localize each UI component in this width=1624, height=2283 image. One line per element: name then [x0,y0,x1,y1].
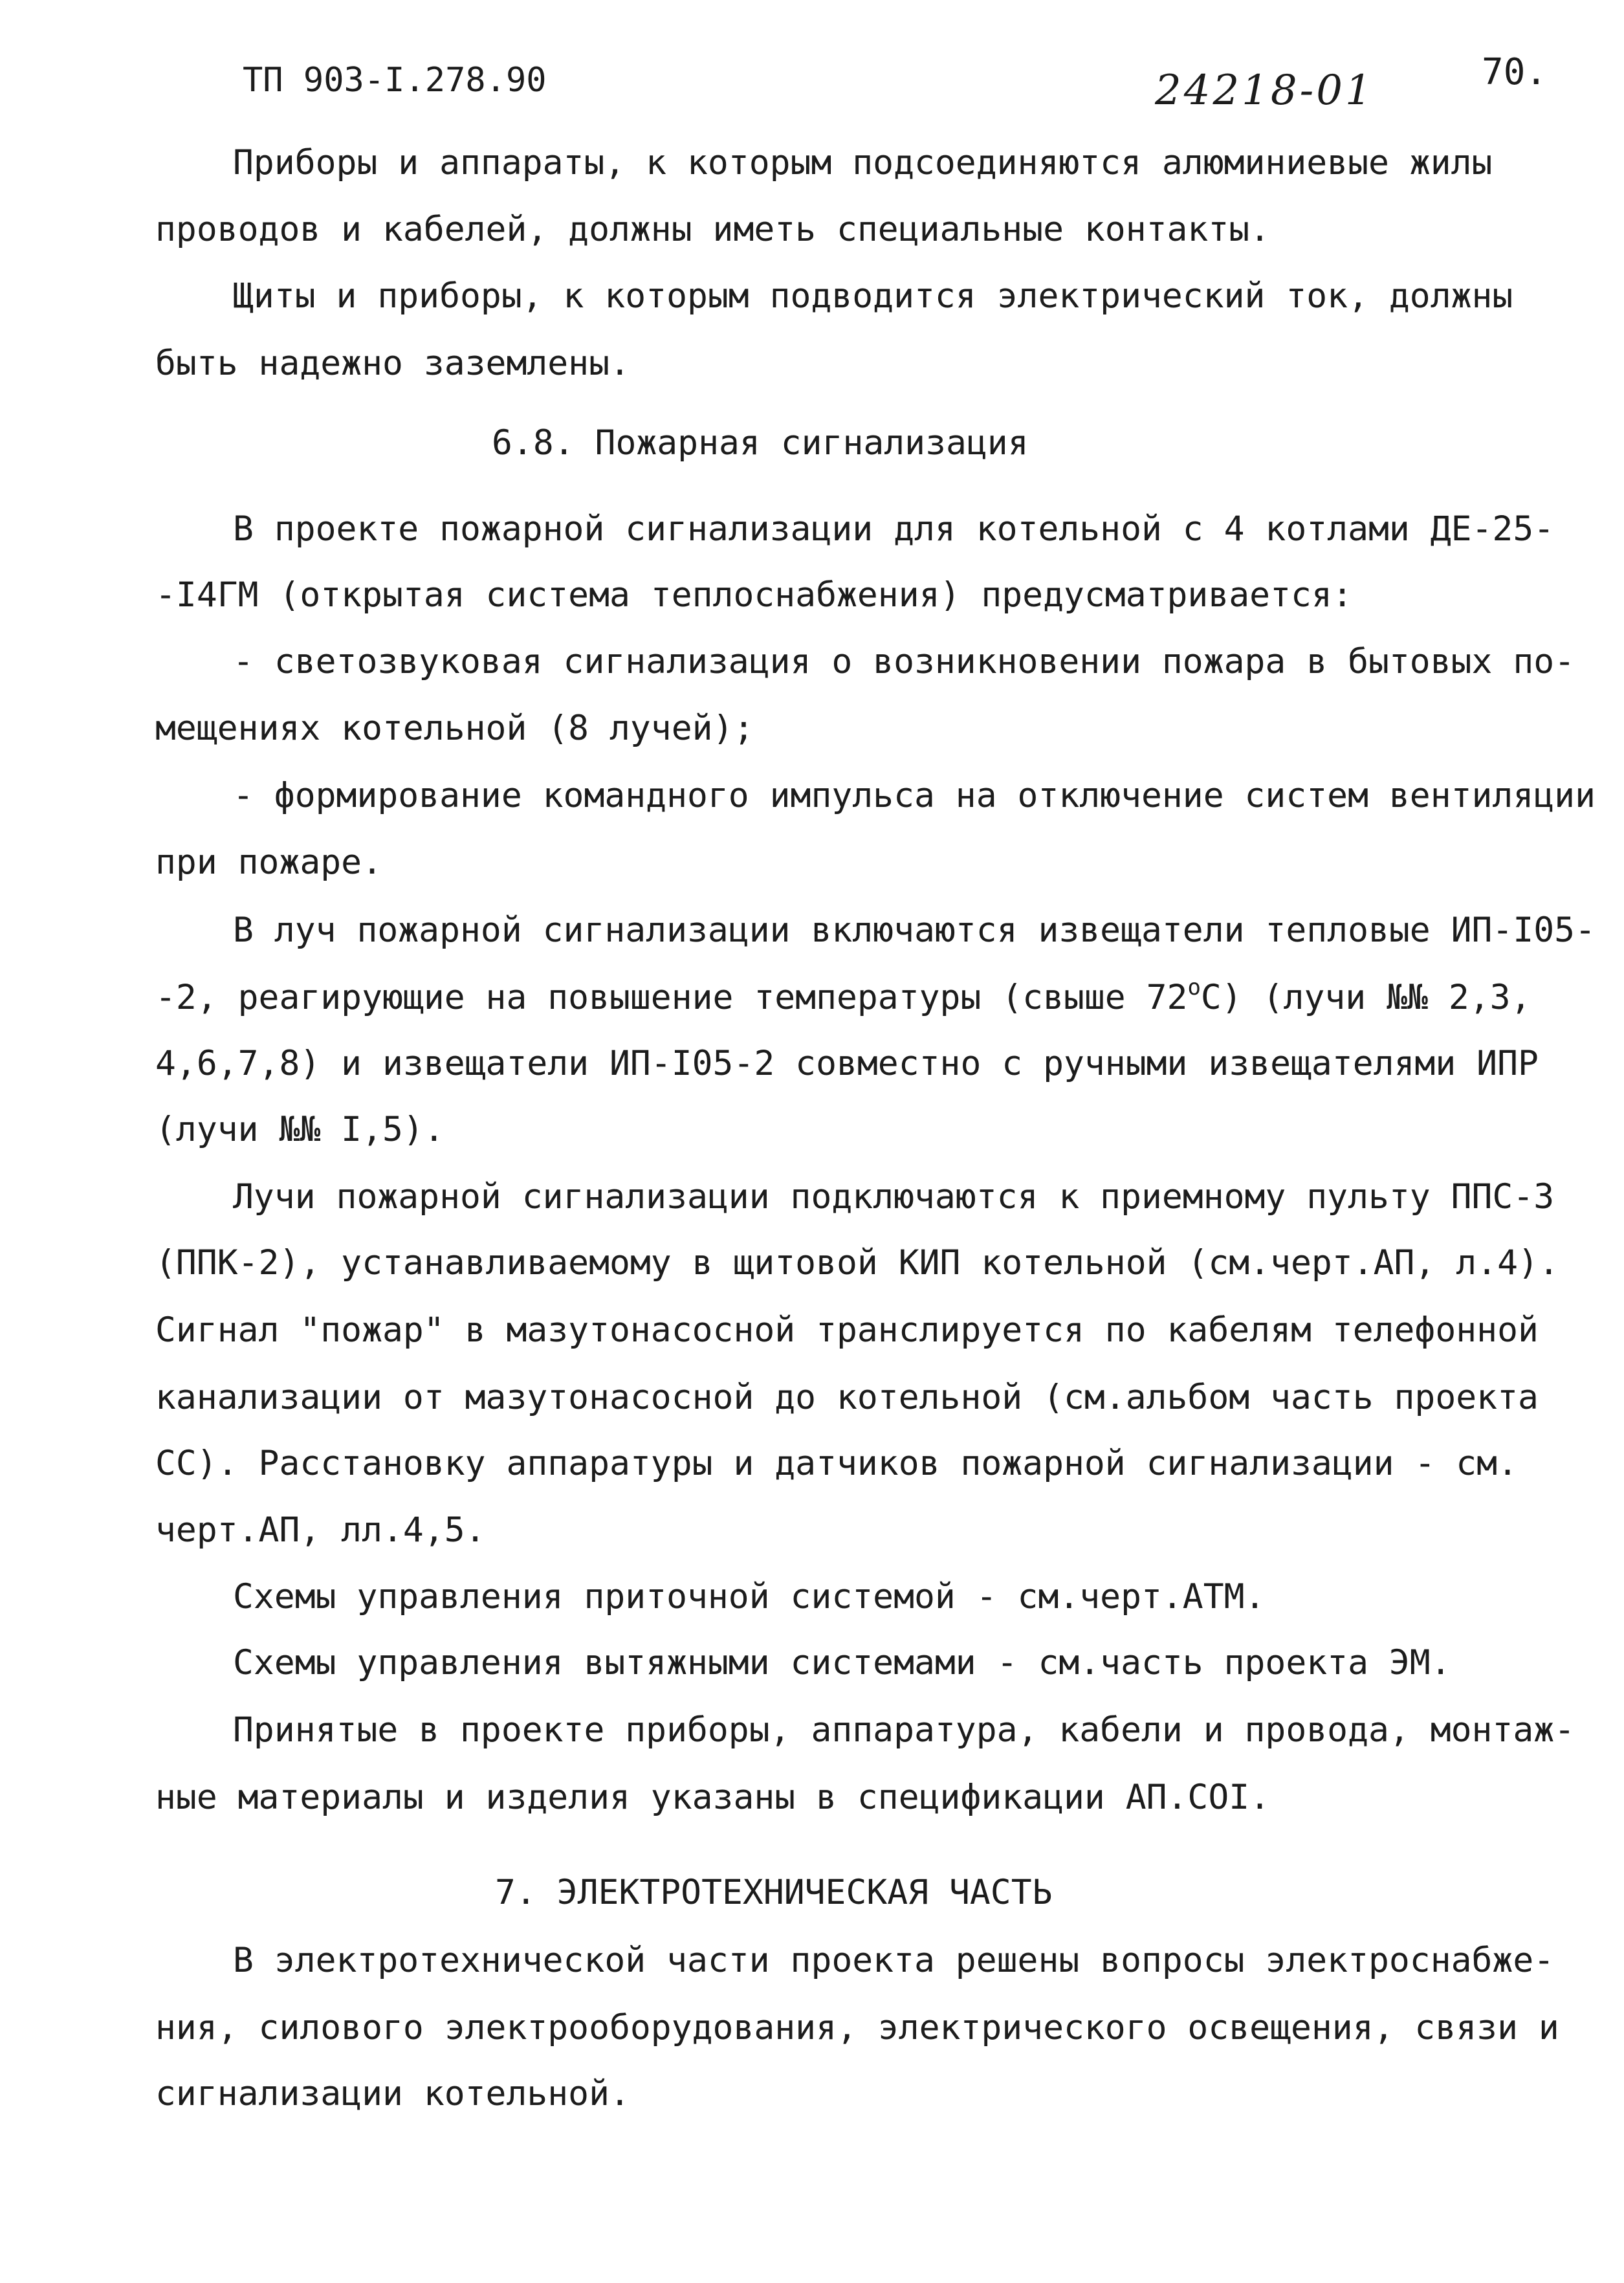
body-line: СС). Расстановку аппаратуры и датчиков пожарной сигнализации - см. [155,1444,1518,1483]
body-line: при пожаре. [155,843,382,882]
body-line: ные материалы и изделия указаны в спецификации АП.СОI. [155,1778,1271,1817]
body-line: В электротехнической части проекта решены вопросы электроснабже- [233,1941,1555,1980]
body-line: черт.АП, лл.4,5. [155,1510,486,1550]
body-line: -I4ГМ (открытая система теплоснабжения) предусматривается: [155,575,1353,615]
degree-sign: о [1187,975,1201,1000]
section-heading-7: 7. ЭЛЕКТРОТЕХНИЧЕСКАЯ ЧАСТЬ [495,1873,1053,1912]
list-item: - формирование командного импульса на отключение систем вентиляции [233,776,1596,815]
body-line: (ППК-2), устанавливаемому в щитовой КИП котельной (см.черт.АП, л.4). [155,1243,1559,1283]
body-line: В луч пожарной сигнализации включаются извещатели тепловые ИП-I05- [233,910,1596,950]
body-line: канализации от мазутонасосной до котельной (см.альбом часть проекта [155,1378,1539,1417]
section-heading-6-8: 6.8. Пожарная сигнализация [492,423,1029,463]
body-line: (лучи №№ I,5). [155,1110,444,1149]
body-line: Сигнал "пожар" в мазутонасосной транслируется по кабелям телефонной [155,1310,1539,1350]
body-line: проводов и кабелей, должны иметь специальные контакты. [155,210,1271,249]
list-item: - светозвуковая сигнализация о возникновении пожара в бытовых по- [233,642,1575,681]
body-line: Схемы управления вытяжными системами - см.часть проекта ЭМ. [233,1643,1451,1682]
body-line: Лучи пожарной сигнализации подключаются к приемному пульту ППС-3 [233,1177,1555,1217]
page-number: 70. [1482,51,1548,93]
handwritten-archive-number: 24218-01 [1155,67,1374,115]
body-line: Приборы и аппараты, к которым подсоединяются алюминиевые жилы [233,143,1493,182]
body-line: Принятые в проекте приборы, аппаратура, кабели и провода, монтаж- [233,1710,1575,1750]
body-line: Щиты и приборы, к которым подводится электрический ток, должны [233,276,1513,316]
body-line: Схемы управления приточной системой - см.черт.АТМ. [233,1577,1266,1616]
body-line: В проекте пожарной сигнализации для котельной с 4 котлами ДЕ-25- [233,509,1555,549]
body-line: 4,6,7,8) и извещатели ИП-I05-2 совместно с ручными извещателями ИПР [155,1044,1539,1083]
document-code: ТП 903-I.278.90 [243,61,547,100]
temperature-text: -2, реагирующие на повышение температуры (свыше 72 [155,978,1188,1017]
body-line: ния, силового электрооборудования, электрического освещения, связи и [155,2008,1559,2047]
temperature-text-end: С) (лучи №№ 2,3, [1200,978,1531,1017]
body-line: мещениях котельной (8 лучей); [155,709,754,748]
body-line: сигнализации котельной. [155,2074,630,2113]
body-line: быть надежно заземлены. [155,344,630,383]
body-line-with-temperature [155,975,1531,1017]
